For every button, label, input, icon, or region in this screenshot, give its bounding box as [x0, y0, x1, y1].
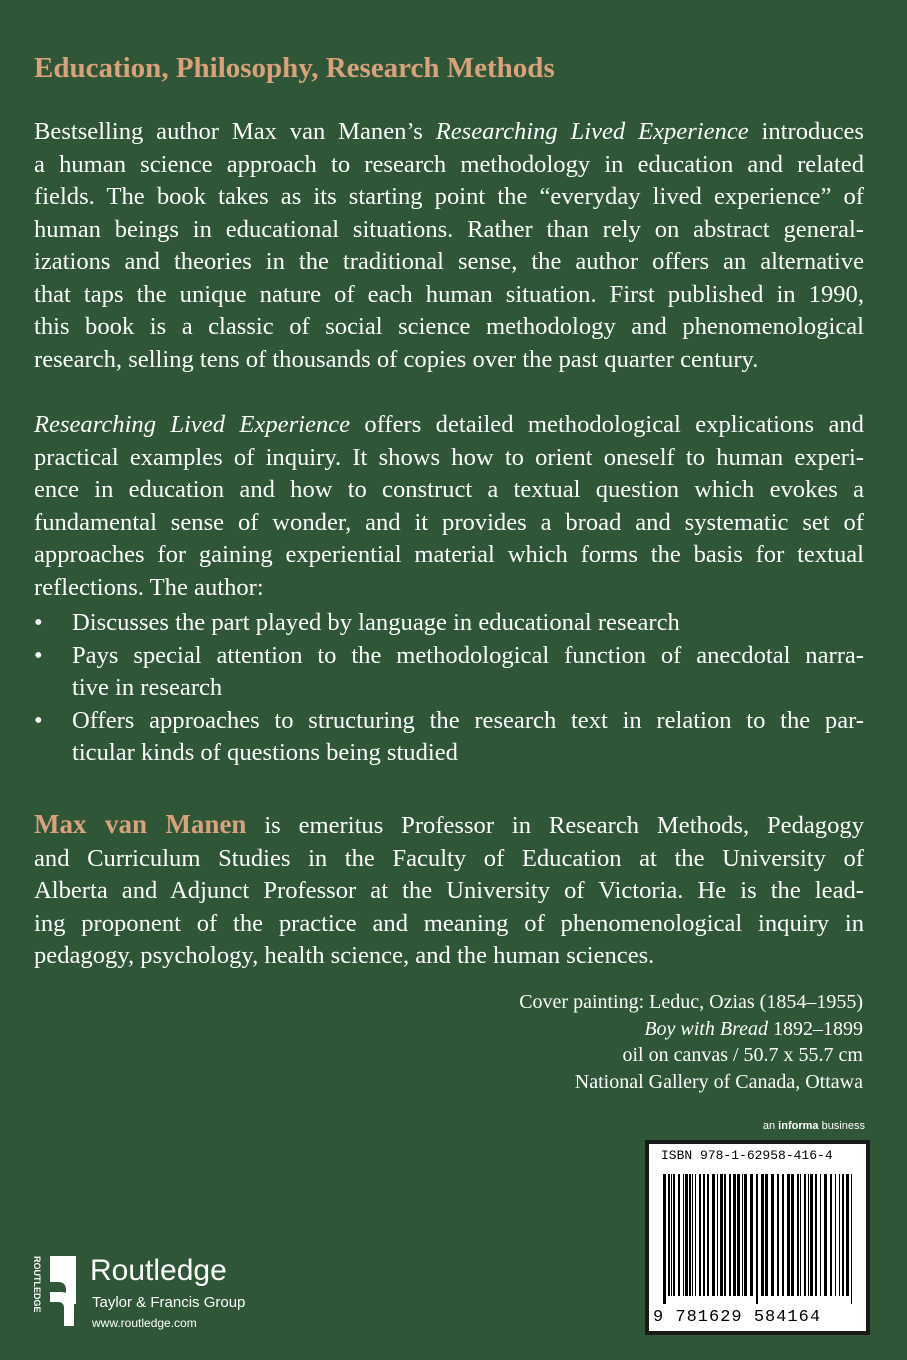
barcode-bar [729, 1174, 731, 1296]
text-line: this book is a classic of social science methodology and phenomenological [34, 313, 864, 340]
bullet-icon: • [34, 609, 43, 636]
barcode-bar [720, 1174, 723, 1296]
routledge-logo-icon [28, 1250, 88, 1330]
list-item-line: Discusses the part played by language in educational research [72, 609, 680, 636]
barcode-bar [683, 1174, 684, 1296]
list-item-line: ticular kinds of questions being studied [72, 739, 458, 766]
barcode-bar [673, 1174, 675, 1296]
credit-title: Boy with Bread 1892–1899 [644, 1017, 863, 1040]
description-paragraph-2 [34, 409, 864, 604]
barcode-bar [695, 1174, 696, 1296]
author-bio-line: pedagogy, psychology, health science, and the human sciences. [34, 942, 655, 969]
barcode-bar [839, 1174, 840, 1296]
list-item [34, 640, 864, 705]
text-line: that taps the unique nature of each human situation. First published in 1990, [34, 280, 864, 308]
barcode-bar [678, 1174, 680, 1296]
barcode-bar [712, 1174, 715, 1296]
text-line: izations and theories in the traditional sense, the author offers an alternative [34, 248, 864, 275]
barcode-bar [824, 1174, 827, 1296]
author-bio [34, 808, 864, 973]
barcode-bar [846, 1174, 849, 1296]
barcode-bar [689, 1174, 691, 1296]
publisher-name: Routledge [90, 1254, 227, 1287]
logo-mark-bottom [50, 1292, 74, 1326]
text-line: Researching Lived Experience offers detailed methodological explications and [34, 411, 864, 438]
informa-tagline: an informa business [762, 1120, 865, 1132]
barcode-bar [842, 1174, 844, 1296]
barcode-bar [804, 1174, 806, 1296]
logo-text: ROUTLEDGE [32, 1256, 42, 1313]
book-title: Researching Lived Experience [435, 118, 749, 145]
credit-location: National Gallery of Canada, Ottawa [574, 1070, 863, 1093]
text-line: research, selling tens of thousands of copies over the past quarter century. [34, 345, 759, 373]
barcode-bar [703, 1174, 705, 1296]
barcode-bar [692, 1174, 693, 1296]
barcode-bar [815, 1174, 817, 1296]
cover-credits [519, 989, 863, 1095]
barcode-bars [661, 1174, 856, 1304]
credit-medium: oil on canvas / 50.7 x 55.7 cm [622, 1044, 863, 1066]
publisher-group: Taylor & Francis Group [92, 1294, 246, 1311]
barcode-bar [685, 1174, 688, 1296]
list-item-line: Offers approaches to structuring the research text in relation to the par- [72, 706, 864, 734]
barcode-bar [668, 1174, 670, 1296]
barcode-bar [765, 1174, 768, 1296]
barcode-bar [782, 1174, 784, 1296]
barcode-bar [671, 1174, 672, 1296]
text-line: approaches for gaining experiential material which forms the basis for textual [34, 541, 864, 568]
barcode-bar [744, 1174, 747, 1296]
barcode-bar [820, 1174, 821, 1296]
barcode-bar [742, 1174, 743, 1296]
publisher-url: www.routledge.com [92, 1316, 197, 1330]
barcode-bar [835, 1174, 836, 1296]
barcode-bar [851, 1174, 852, 1304]
barcode-bar [777, 1174, 779, 1296]
barcode-bar [717, 1174, 718, 1296]
barcode-bar [724, 1174, 726, 1296]
author-name: Max van Manen [34, 809, 247, 839]
book-title: Researching Lived Experience [34, 411, 351, 438]
text-line: Bestselling author Max van Manen’s Researching Lived Experience introduces [34, 118, 864, 145]
isbn-barcode [645, 1140, 870, 1335]
text-line: fields. The book takes as its starting point the “everyday lived experience” of [34, 183, 864, 210]
bullet-icon: • [34, 706, 43, 734]
credit-painter: Cover painting: Leduc, Ozias (1854–1955) [519, 991, 863, 1013]
barcode-bar [791, 1174, 794, 1296]
barcode-bar [800, 1174, 801, 1296]
list-item [34, 705, 864, 770]
barcode-bar [761, 1174, 764, 1296]
text-line: reflections. The author: [34, 573, 264, 601]
feature-list [34, 607, 864, 770]
isbn-label: ISBN 978-1-62958-416-4 [661, 1148, 833, 1163]
barcode-bar [787, 1174, 790, 1296]
list-item [34, 607, 864, 640]
barcode-bar [663, 1174, 666, 1304]
list-item-line: Pays special attention to the methodological function of anecdotal narra- [72, 641, 864, 669]
text-line: human beings in educational situations. Rather than rely on abstract general- [34, 215, 864, 243]
barcode-bar [750, 1174, 753, 1296]
text-line: ence in education and how to construct a textual question which evokes a [34, 476, 864, 503]
author-bio-line: Max van Manen is emeritus Professor in Research Methods, Pedagogy [34, 809, 864, 839]
text-line: practical examples of inquiry. It shows how to orient oneself to human experi- [34, 443, 864, 471]
author-bio-line: and Curriculum Studies in the Faculty of Education at the University of [34, 844, 864, 872]
barcode-bar [830, 1174, 832, 1296]
category-heading: Education, Philosophy, Research Methods [34, 52, 555, 84]
barcode-bar [808, 1174, 809, 1296]
barcode-bar [810, 1174, 813, 1296]
bullet-icon: • [34, 641, 43, 669]
description-paragraph-1 [34, 116, 864, 376]
barcode-bar [756, 1174, 758, 1304]
ean-digits: 9 781629 584164 [653, 1308, 822, 1327]
text-line: fundamental sense of wonder, and it provides a broad and systematic set of [34, 508, 864, 536]
barcode-bar [737, 1174, 740, 1296]
barcode-bar [797, 1174, 799, 1296]
barcode-bar [733, 1174, 736, 1296]
author-bio-line: ing proponent of the practice and meaning of phenomenological inquiry in [34, 909, 864, 937]
author-bio-line: Alberta and Adjunct Professor at the University of Victoria. He is the lead- [34, 877, 864, 904]
barcode-bar [771, 1174, 774, 1296]
barcode-bar [707, 1174, 709, 1296]
text-line: a human science approach to research methodology in education and related [34, 150, 864, 178]
list-item-line: tive in research [72, 674, 223, 701]
barcode-bar [699, 1174, 701, 1296]
